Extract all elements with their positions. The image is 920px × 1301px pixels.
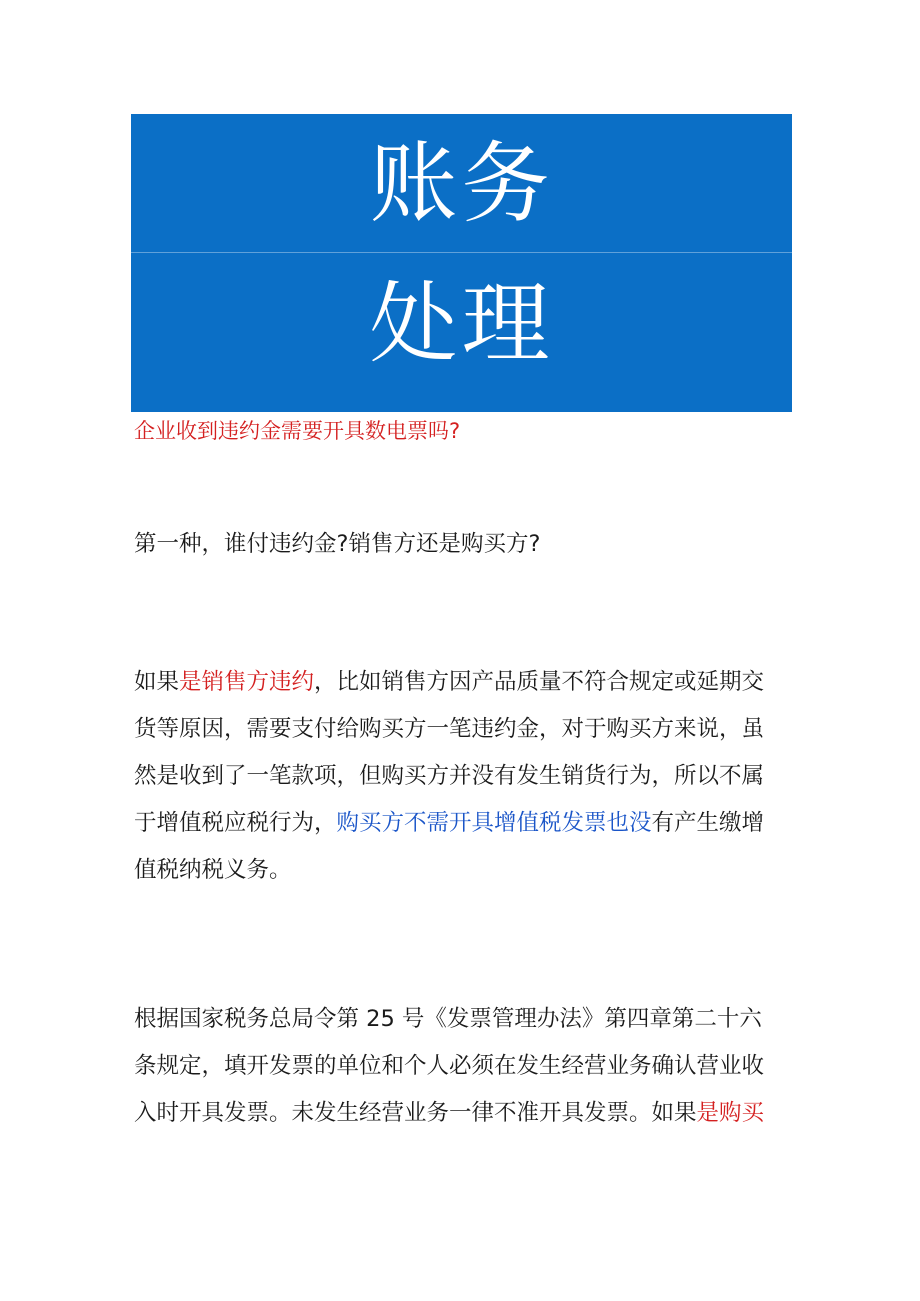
paragraph-1-line-2: 货等原因，需要支付给购买方一笔违约金，对于购买方来说，虽 [134,716,765,742]
paragraph-2-line-2: 条规定，填开发票的单位和个人必须在发生经营业务确认营业收 [134,1053,765,1079]
title-banner [131,114,792,412]
banner-divider [131,252,792,253]
text-segment: 入时开具发票。未发生经营业务一律不准开具发票。如果 [134,1100,697,1126]
question-text: 第一种，谁付违约金?销售方还是购买方? [134,531,541,557]
paragraph-1-line-5: 值税纳税义务。 [134,857,292,883]
text-segment: 如果 [134,669,180,695]
text-segment: ，比如销售方因产品质量不符合规定或延期交 [314,669,765,695]
paragraph-2-line-1: 根据国家税务总局令第 25 号《发票管理办法》第四章第二十六 [134,1006,762,1032]
highlight-red: 是销售方违约 [179,669,315,695]
highlight-blue: 购买方不需开具增值税发票也没 [336,810,652,836]
highlight-red: 是购买 [696,1100,765,1126]
banner-title-line-2: 处理 [369,272,554,375]
paragraph-1-line-3: 然是收到了一笔款项，但购买方并没有发生销货行为，所以不属 [134,763,765,789]
article-subtitle: 企业收到违约金需要开具数电票吗? [134,419,461,443]
text-segment: 于增值税应税行为， [134,810,337,836]
section-question [134,521,790,568]
paragraph-1-line-4 [134,800,790,847]
text-segment: 有产生缴增 [651,810,765,836]
paragraph-2 [134,996,790,1137]
paragraph-1 [134,659,790,894]
paragraph-2-line-3 [134,1090,790,1137]
banner-title-line-1: 账务 [369,132,554,235]
paragraph-1-line-1 [134,659,790,706]
